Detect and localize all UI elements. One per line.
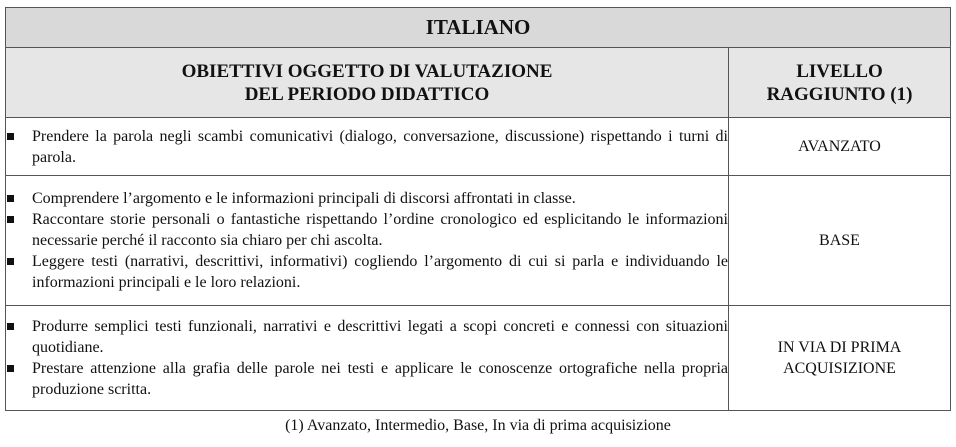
objectives-cell — [6, 118, 729, 176]
level-value-line2: ACQUISIZIONE — [783, 360, 896, 377]
level-header-line2: RAGGIUNTO (1) — [766, 83, 913, 105]
table-row — [6, 118, 951, 176]
evaluation-table — [5, 7, 951, 411]
objective-item — [6, 358, 728, 400]
table-row — [6, 306, 951, 411]
objective-item — [6, 126, 728, 168]
square-bullet-icon — [7, 323, 14, 330]
objectives-header — [6, 48, 729, 118]
level-value-line1: IN VIA DI PRIMA — [777, 339, 902, 356]
table-row — [6, 176, 951, 306]
square-bullet-icon — [7, 195, 14, 202]
subject-title: ITALIANO — [6, 8, 951, 48]
level-value: AVANZATO — [798, 138, 881, 155]
objective-item — [6, 316, 728, 358]
objective-text: Leggere testi (narrativi, descrittivi, informativi) cogliendo l’argomento di cui si parla e individuando le informazioni principali e le loro relazioni. — [32, 253, 728, 291]
square-bullet-icon — [7, 258, 14, 265]
objective-item — [6, 209, 728, 251]
square-bullet-icon — [7, 365, 14, 372]
objective-text: Produrre semplici testi funzionali, narrativi e descrittivi legati a scopi concreti e connessi con situazioni quotidiane. — [32, 318, 728, 356]
objectives-cell — [6, 306, 729, 411]
level-cell — [729, 176, 951, 306]
objective-text: Prestare attenzione alla grafia delle parole nei testi e applicare le conoscenze ortografiche nella propria produzione scritta. — [32, 360, 728, 398]
objectives-cell — [6, 176, 729, 306]
objectives-header-line1: OBIETTIVI OGGETTO DI VALUTAZIONE — [181, 60, 553, 82]
footnote: (1) Avanzato, Intermedio, Base, In via di prima acquisizione — [285, 417, 671, 434]
level-header-line1: LIVELLO — [796, 60, 883, 82]
square-bullet-icon — [7, 133, 14, 140]
objectives-header-line2: DEL PERIODO DIDATTICO — [244, 83, 490, 105]
level-cell — [729, 306, 951, 411]
level-value: BASE — [819, 232, 860, 249]
square-bullet-icon — [7, 216, 14, 223]
objective-item — [6, 188, 728, 209]
objective-text: Prendere la parola negli scambi comunicativi (dialogo, conversazione, discussione) rispettando i turni di parola. — [32, 127, 728, 166]
level-cell — [729, 118, 951, 176]
objective-text: Raccontare storie personali o fantastiche rispettando l’ordine cronologico ed esplicitando le informazioni necessarie perché il racconto sia chiaro per chi ascolta. — [32, 211, 728, 249]
objective-text: Comprendere l’argomento e le informazioni principali di discorsi affrontati in classe. — [32, 190, 576, 207]
objective-item — [6, 251, 728, 293]
level-header — [729, 48, 951, 118]
